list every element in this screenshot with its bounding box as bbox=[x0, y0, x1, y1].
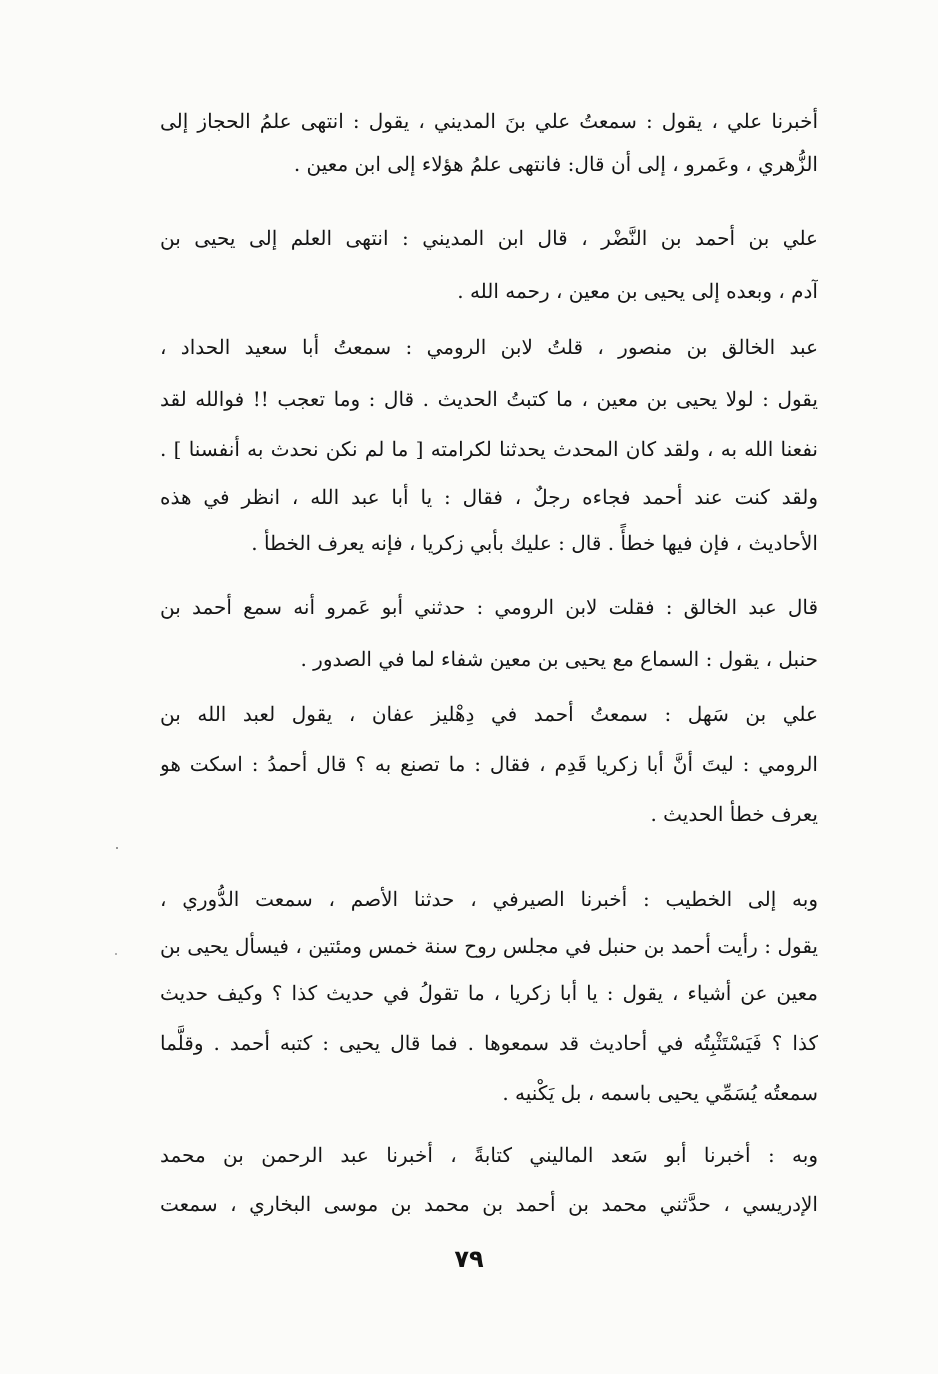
text-column bbox=[160, 0, 818, 1240]
text-line: قال عبد الخالق : فقلت لابن الرومي : حدثني أبو عَمرو أنه سمع أحمد بن bbox=[160, 595, 818, 619]
text-line: وبه : أخبرنا أبو سَعد الماليني كتابةً ، أخبرنا عبد الرحمن بن محمد bbox=[160, 1143, 818, 1167]
scan-speck bbox=[115, 953, 117, 955]
text-line: أخبرنا علي ، يقول : سمعتُ علي بنَ المديني ، يقول : انتهى علمُ الحجاز إلى bbox=[160, 109, 818, 133]
text-line: حنبل ، يقول : السماع مع يحيى بن معين شفاء لما في الصدور . bbox=[300, 647, 818, 671]
text-line: كذا ؟ فَيَسْتَثْبِتُه في أحاديث قد سمعوها . فما قال يحيى : كتبه أحمد . وقلَّما bbox=[160, 1031, 818, 1055]
text-line: علي بن سَهل : سمعتُ أحمد في دِهْليز عفان ، يقول لعبد الله بن bbox=[160, 702, 818, 726]
text-line: ولقد كنت عند أحمد فجاءه رجلٌ ، فقال : يا أبا عبد الله ، انظر في هذه bbox=[160, 485, 818, 509]
text-line: نفعنا الله به ، ولقد كان المحدث يحدثنا لكرامته [ ما لم نكن نحدث به أنفسنا ] . bbox=[160, 437, 818, 461]
text-line: سمعتُه يُسَمِّي يحيى باسمه ، بل يَكْنيه . bbox=[502, 1081, 818, 1105]
page-number: ٧٩ bbox=[454, 1245, 484, 1273]
text-line: علي بن أحمد بن النَّضْر ، قال ابن المديني : انتهى العلم إلى يحيى بن bbox=[160, 226, 818, 250]
text-line: الأحاديث ، فإن فيها خطأً . قال : عليك بأبي زكريا ، فإنه يعرف الخطأ . bbox=[251, 531, 818, 555]
text-line: يعرف خطأ الحديث . bbox=[650, 802, 818, 826]
text-line: يقول : لولا يحيى بن معين ، ما كتبتُ الحديث . قال : وما تعجب !! فوالله لقد bbox=[160, 387, 818, 411]
text-line: آدم ، وبعده إلى يحيى بن معين ، رحمه الله . bbox=[457, 279, 818, 303]
text-line: الزُّهري ، وعَمرو ، إلى أن قال: فانتهى علمُ هؤلاء إلى ابن معين . bbox=[293, 152, 818, 176]
text-line: معين عن أشياء ، يقول : يا أبا زكريا ، ما تقولُ في حديث كذا ؟ وكيف حديث bbox=[160, 981, 818, 1005]
text-line: الرومي : ليتَ أنَّ أبا زكريا قَدِم ، فقال : ما تصنع به ؟ قال أحمدُ : اسكت هو bbox=[160, 752, 818, 776]
text-line: وبه إلى الخطيب : أخبرنا الصيرفي ، حدثنا الأصم ، سمعت الدُّوري ، bbox=[160, 887, 818, 911]
scan-speck bbox=[116, 847, 118, 849]
text-line: عبد الخالق بن منصور ، قلتُ لابن الرومي : سمعتُ أبا سعيد الحداد ، bbox=[160, 335, 818, 359]
text-line: يقول : رأيت أحمد بن حنبل في مجلس روح سنة خمس ومئتين ، فيسأل يحيى بن bbox=[160, 934, 818, 958]
text-line: الإدريسي ، حدَّثني محمد بن أحمد بن محمد بن موسى البخاري ، سمعت bbox=[160, 1192, 818, 1216]
